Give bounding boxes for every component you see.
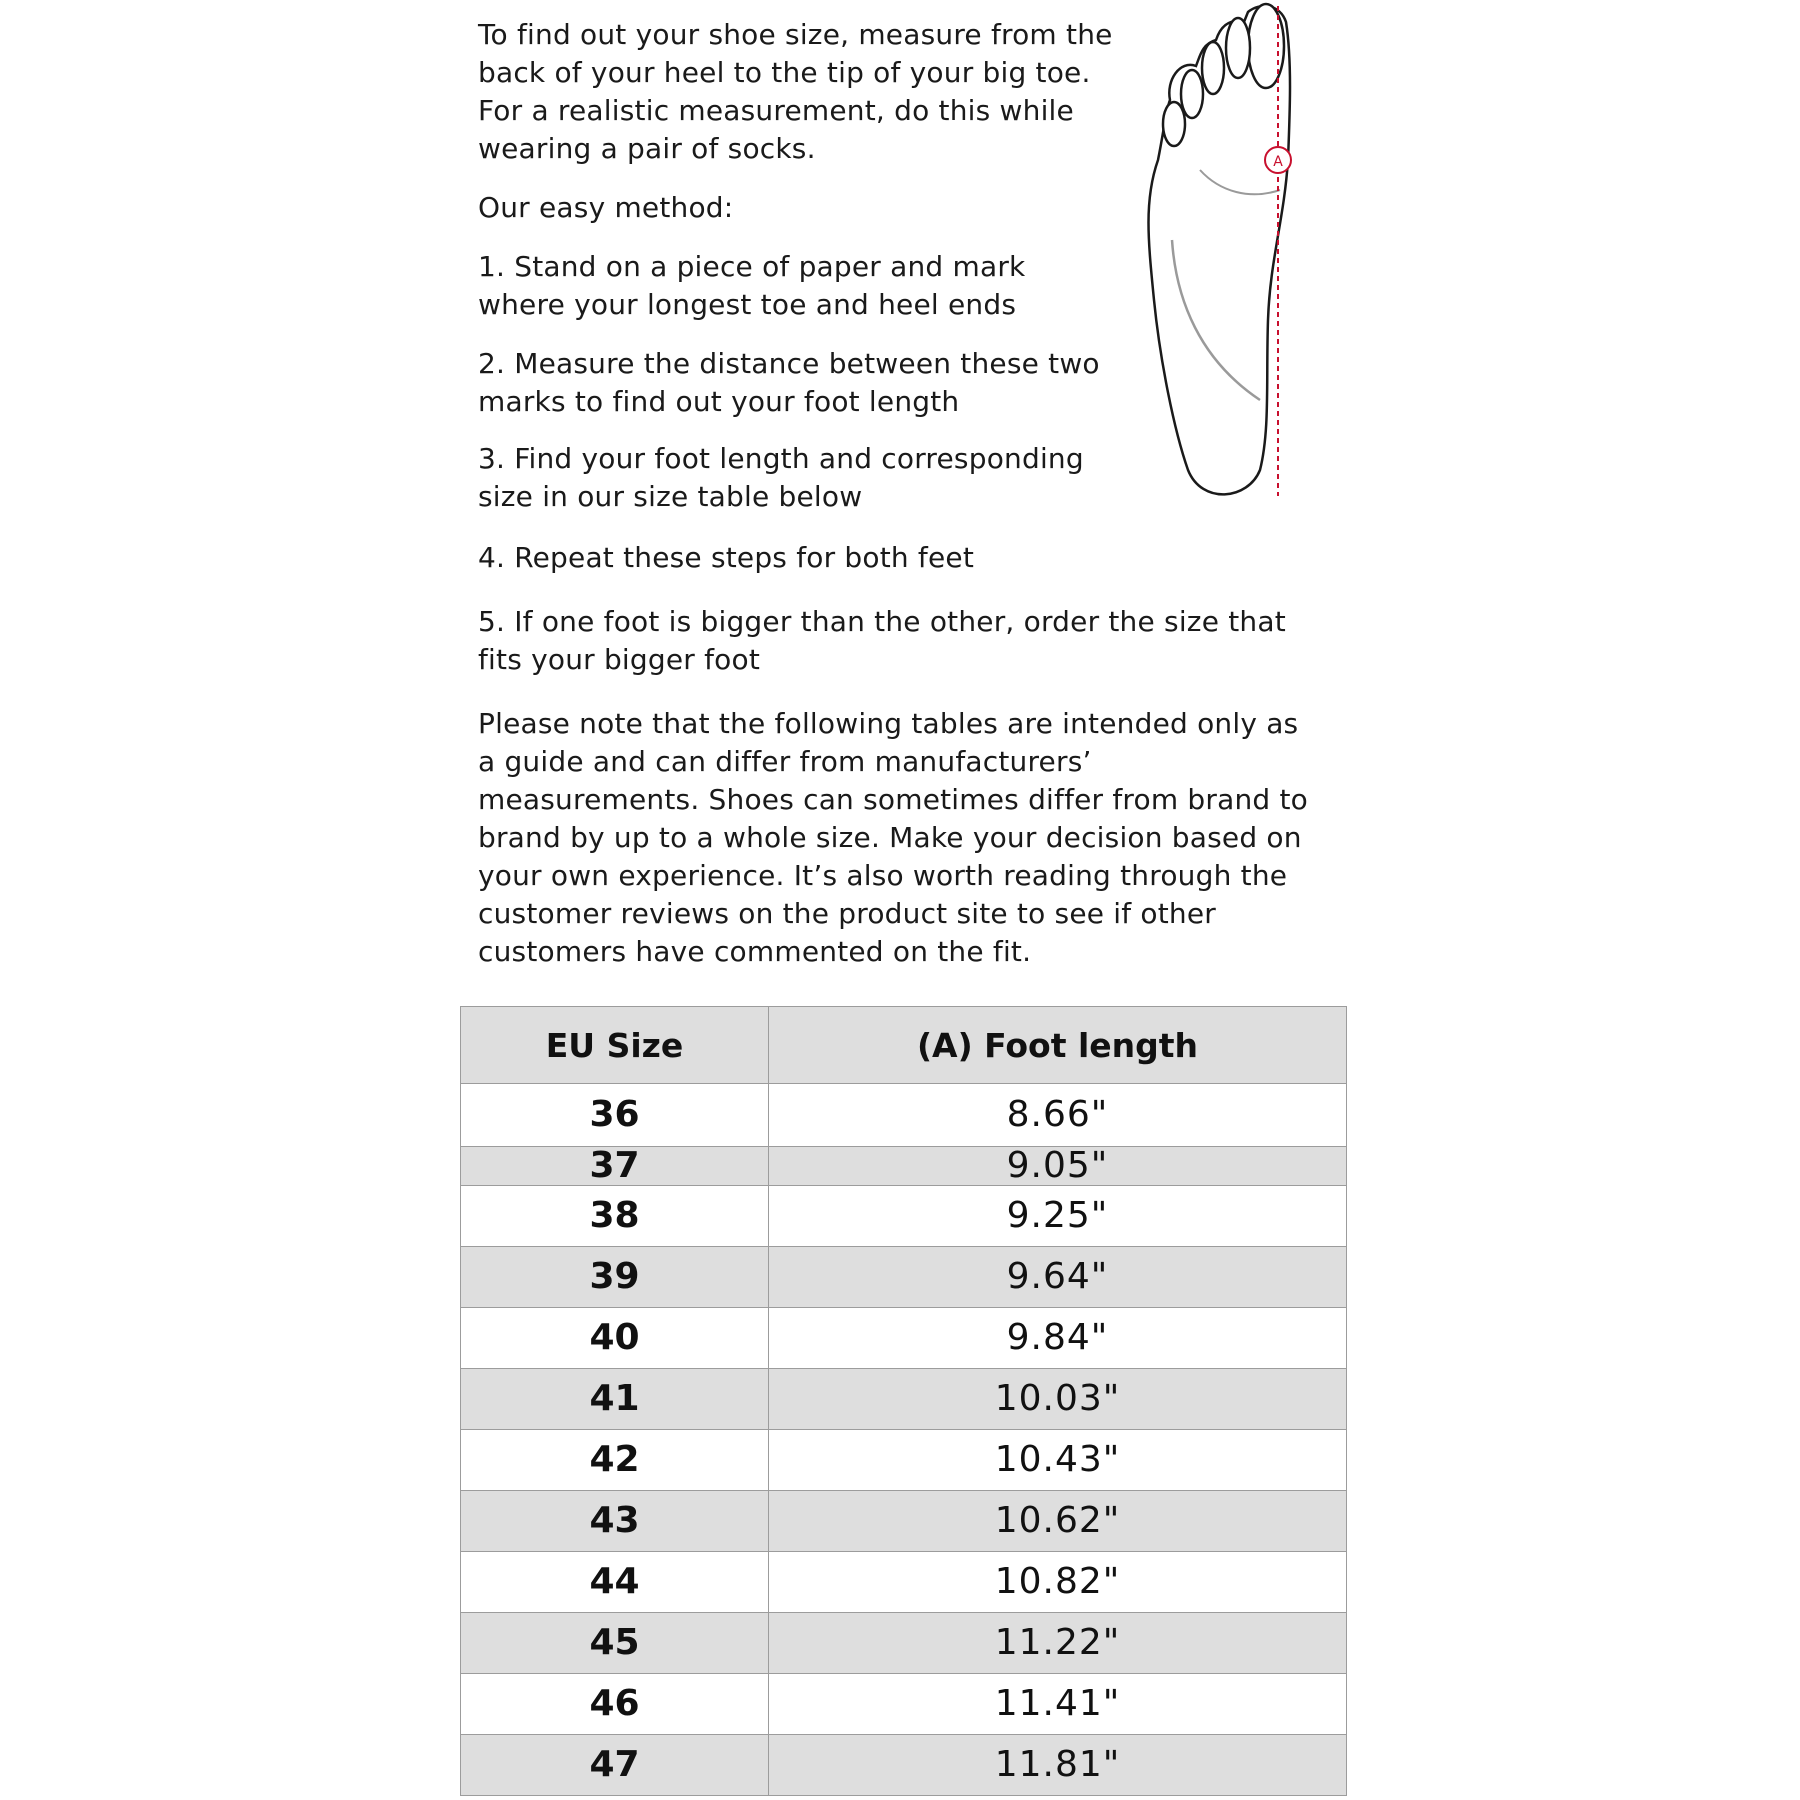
size-table (460, 1006, 1347, 1796)
length-cell: 8.66" (769, 1084, 1347, 1147)
size-cell: 41 (461, 1369, 769, 1430)
size-cell: 37 (461, 1147, 769, 1186)
measurement-marker-label: A (1273, 154, 1283, 170)
little-toe-shape (1163, 102, 1185, 146)
length-cell: 9.05" (769, 1147, 1347, 1186)
length-cell: 11.81" (769, 1735, 1347, 1796)
table-row (461, 1613, 1347, 1674)
intro-text: To find out your shoe size, measure from the back of your heel to the tip of your big toe. For a realistic measurement, do this while wearing a pair of socks. (478, 18, 1113, 165)
size-cell: 43 (461, 1491, 769, 1552)
length-cell: 10.82" (769, 1552, 1347, 1613)
length-cell: 10.03" (769, 1369, 1347, 1430)
step-1-text: 1. Stand on a piece of paper and mark where your longest toe and heel ends (478, 250, 1026, 321)
table-row (461, 1084, 1347, 1147)
length-cell: 11.41" (769, 1674, 1347, 1735)
header-foot-length: (A) Foot length (769, 1007, 1347, 1084)
foot-diagram (1120, 0, 1340, 500)
table-header-row (461, 1007, 1347, 1084)
length-cell: 10.43" (769, 1430, 1347, 1491)
table-row (461, 1147, 1347, 1186)
length-cell: 10.62" (769, 1491, 1347, 1552)
size-cell: 45 (461, 1613, 769, 1674)
step-5-text: 5. If one foot is bigger than the other, order the size that fits your bigger foot (478, 605, 1286, 676)
size-cell: 47 (461, 1735, 769, 1796)
size-cell: 36 (461, 1084, 769, 1147)
table-row (461, 1308, 1347, 1369)
disclaimer-note: Please note that the following tables are intended only as a guide and can differ from manufacturers’ measurements. Shoes can sometimes differ from brand to brand by up to a whole size. Make your decision based on your own experience. It’s also worth reading through the customer reviews on the product site to see if other customers have commented on the fit. (478, 707, 1309, 968)
size-cell: 44 (461, 1552, 769, 1613)
length-cell: 9.84" (769, 1308, 1347, 1369)
table-row (461, 1674, 1347, 1735)
size-cell: 40 (461, 1308, 769, 1369)
length-cell: 9.64" (769, 1247, 1347, 1308)
table-row (461, 1186, 1347, 1247)
size-cell: 38 (461, 1186, 769, 1247)
table-row (461, 1491, 1347, 1552)
step-4-text: 4. Repeat these steps for both feet (478, 541, 975, 574)
table-row (461, 1552, 1347, 1613)
second-toe-shape (1226, 18, 1250, 78)
size-cell: 42 (461, 1430, 769, 1491)
size-cell: 46 (461, 1674, 769, 1735)
method-heading: Our easy method: (478, 191, 734, 224)
size-cell: 39 (461, 1247, 769, 1308)
header-eu-size: EU Size (461, 1007, 769, 1084)
step-2-text: 2. Measure the distance between these two marks to find out your foot length (478, 347, 1100, 418)
fourth-toe-shape (1181, 70, 1203, 118)
third-toe-shape (1202, 42, 1224, 94)
table-row (461, 1430, 1347, 1491)
step-3-text: 3. Find your foot length and corresponding size in our size table below (478, 442, 1084, 513)
table-row (461, 1735, 1347, 1796)
length-cell: 11.22" (769, 1613, 1347, 1674)
length-cell: 9.25" (769, 1186, 1347, 1247)
table-row (461, 1247, 1347, 1308)
table-row (461, 1369, 1347, 1430)
